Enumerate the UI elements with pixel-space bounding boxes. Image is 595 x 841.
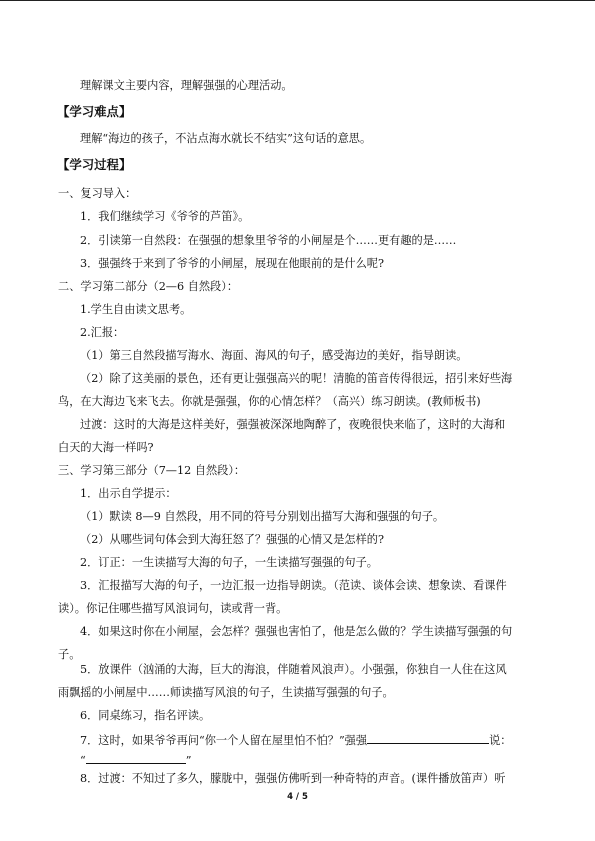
section-2-title: 二、学习第二部分（2—6 自然段）： bbox=[58, 280, 239, 293]
text-line: （2）从哪些词句体会到大海狂怒了？强强的心情又是怎样的? bbox=[80, 533, 384, 546]
quote-blank-line bbox=[80, 752, 191, 768]
text-line: 子。 bbox=[58, 648, 81, 661]
answer-blank bbox=[367, 732, 489, 744]
text-line: 2．订正：一生读描写大海的句子，一生读描写强强的句子。 bbox=[80, 556, 378, 569]
text-line: （1）默读 8—9 自然段，用不同的符号分别划出描写大海和强强的句子。 bbox=[80, 510, 445, 523]
difficulty-heading: 【学习难点】 bbox=[57, 104, 132, 119]
text-line: 8．过渡：不知过了多久，朦胧中，强强仿佛听到一种奇特的声音。(课件播放笛声）听 bbox=[80, 772, 506, 785]
text-line: 2．引读第一自然段：在强强的想象里爷爷的小闸屋是个……更有趣的是…… bbox=[80, 234, 457, 247]
page-number: 4 / 5 bbox=[287, 792, 308, 802]
intro-line: 理解课文主要内容，理解强强的心理活动。 bbox=[80, 79, 293, 92]
text-line: 读）。你记住哪些描写风浪词句，读或背一背。 bbox=[58, 602, 288, 615]
text-line: 3．汇报描写大海的句子，一边汇报一边指导朗读。（范读、谈体会读、想象读、看课件 bbox=[80, 579, 507, 592]
question-line bbox=[80, 732, 511, 748]
question-text-tail: 说： bbox=[489, 734, 512, 747]
text-line: 鸟，在大海边飞来飞去。你就是强强，你的心情怎样？（高兴）练习朗读。(教师板书) bbox=[58, 395, 481, 408]
section-3-title: 三、学习第三部分（7—12 自然段）： bbox=[58, 464, 246, 477]
section-1-title: 一、复习导入： bbox=[58, 187, 137, 200]
page-top-rule bbox=[0, 0, 595, 1]
text-line: 3．强强终于来到了爷爷的小闸屋，展现在他眼前的是什么呢? bbox=[80, 257, 384, 270]
text-line: 雨飘摇的小闸屋中……师读描写风浪的句子，生读描写强强的句子。 bbox=[58, 686, 394, 699]
text-line: 4．如果这时你在小闸屋，会怎样？强强也害怕了，他是怎么做的？学生读描写强强的句 bbox=[80, 625, 513, 638]
text-line: 过渡：这时的大海是这样美好，强强被深深地陶醉了，夜晚很快来临了，这时的大海和 bbox=[80, 418, 506, 431]
close-quote: ” bbox=[185, 754, 192, 767]
text-line: 5．放课件（汹涌的大海，巨大的海浪，伴随着风浪声）。小强强，你独自一人住在这风 bbox=[80, 663, 507, 676]
question-text: 7．这时，如果爷爷再问“你一个人留在屋里怕不怕？”强强 bbox=[80, 734, 368, 747]
text-line: （1）第三自然段描写海水、海面、海风的句子，感受海边的美好，指导朗读。 bbox=[80, 349, 468, 362]
difficulty-text: 理解“海边的孩子，不沾点海水就长不结实”这句话的意思。 bbox=[80, 132, 372, 145]
text-line: 1．我们继续学习《爷爷的芦笛》。 bbox=[80, 210, 250, 223]
text-line: 6．同桌练习，指名评读。 bbox=[80, 709, 211, 722]
quote-answer-blank bbox=[86, 752, 186, 764]
open-quote: “ bbox=[80, 754, 86, 767]
text-line: 2.汇报： bbox=[80, 326, 125, 339]
process-heading: 【学习过程】 bbox=[57, 157, 132, 172]
text-line: 1.学生自由读文思考。 bbox=[80, 303, 192, 316]
text-line: 白天的大海一样吗? bbox=[58, 441, 154, 454]
text-line: 1．出示自学提示： bbox=[80, 487, 177, 500]
text-line: （2）除了这美丽的景色，还有更让强强高兴的呢！清脆的笛音传得很远，招引来好些海 bbox=[80, 372, 513, 385]
